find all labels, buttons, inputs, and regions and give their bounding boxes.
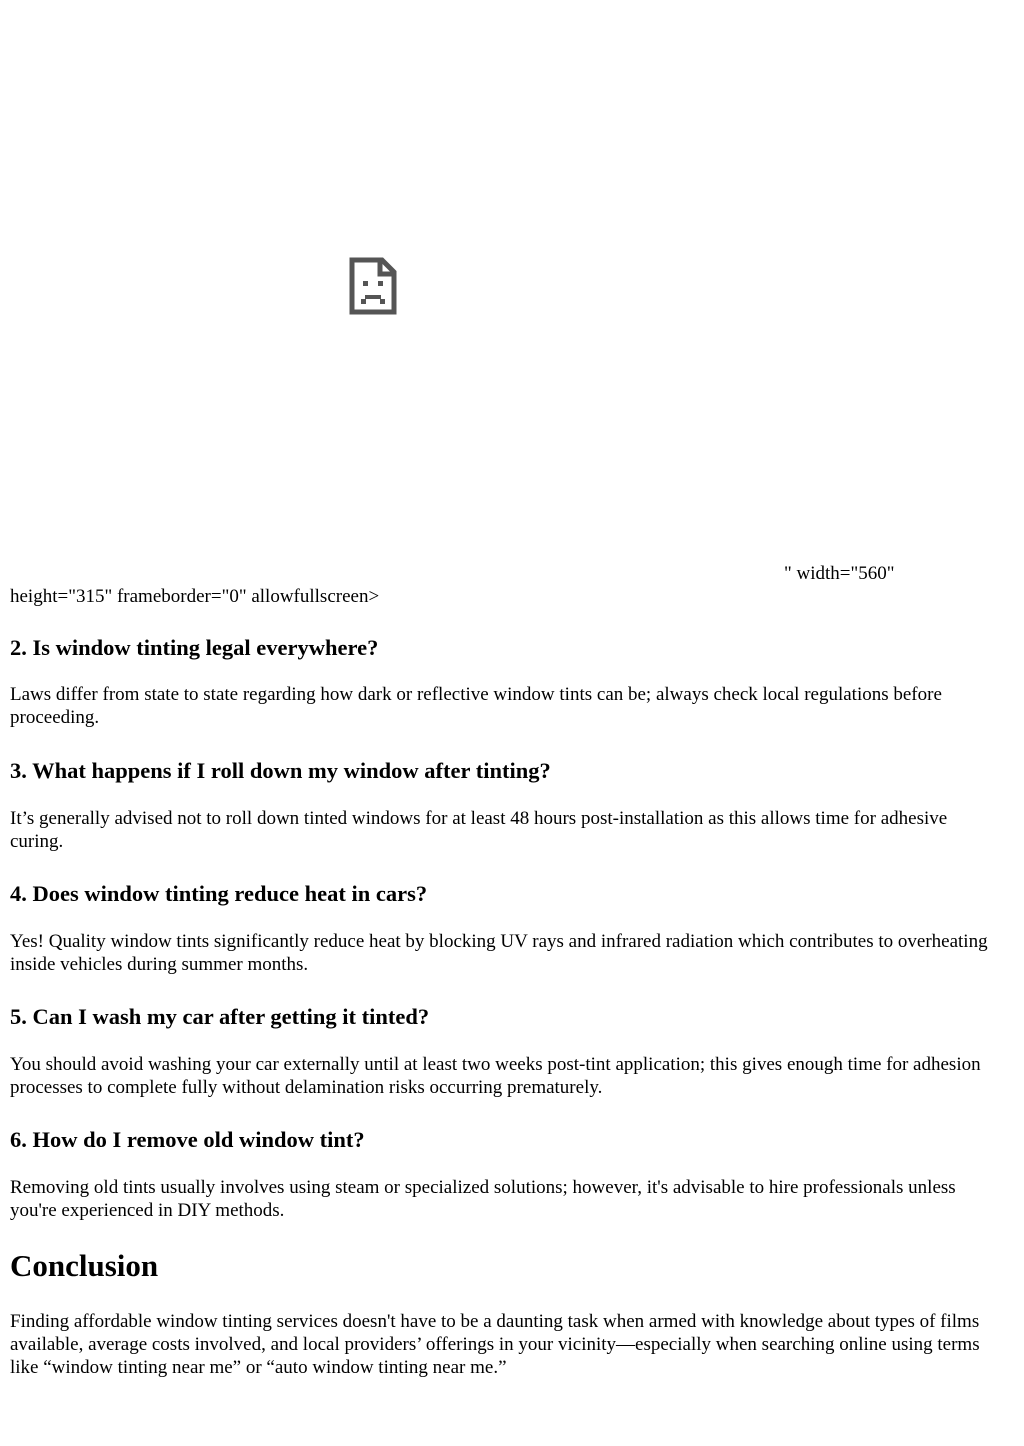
embed-code-attributes: height="315" frameborder="0" allowfullscreen> [10,586,380,607]
faq-question: 5. Can I wash my car after getting it tinted? [10,1004,430,1029]
faq-question: 6. How do I remove old window tint? [10,1127,365,1152]
faq-question: 3. What happens if I roll down my window after tinting? [10,758,551,783]
faq-question: 4. Does window tinting reduce heat in cars? [10,881,428,906]
faq-answer: Removing old tints usually involves using steam or specialized solutions; however, it's advisable to hire professionals unless you're experienced in DIY methods. [10,1177,956,1221]
embedded-video-frame[interactable] [10,0,1000,562]
conclusion-heading: Conclusion [10,1248,159,1283]
faq-item [10,880,1000,976]
conclusion-paragraph: Finding affordable window tinting services doesn't have to be a daunting task when armed with knowledge about types of films available, average costs involved, and local providers’ offerings in your vicinity—especially when searching online using terms like “window tinting near me” or “auto window tinting near me.” [10,1311,980,1378]
faq-question: 2. Is window tinting legal everywhere? [10,635,379,660]
article-content [10,0,1000,1378]
faq-item [10,634,1000,729]
faq-answer: Laws differ from state to state regarding how dark or reflective window tints can be; always check local regulations before proceeding. [10,684,942,728]
faq-item [10,757,1000,853]
faq-answer: It’s generally advised not to roll down tinted windows for at least 48 hours post-installation as this allows time for adhesive curing. [10,808,948,852]
faq-answer: Yes! Quality window tints significantly reduce heat by blocking UV rays and infrared radiation which contributes to overheating inside vehicles during summer months. [10,931,988,975]
embed-code-tail: " width="560" [784,563,895,584]
broken-page-icon [349,257,397,315]
faq-item [10,1126,1000,1222]
faq-answer: You should avoid washing your car externally until at least two weeks post-tint application; this gives enough time for adhesion processes to complete fully without delamination risks occurring prematurely. [10,1054,981,1098]
faq-item [10,1003,1000,1099]
